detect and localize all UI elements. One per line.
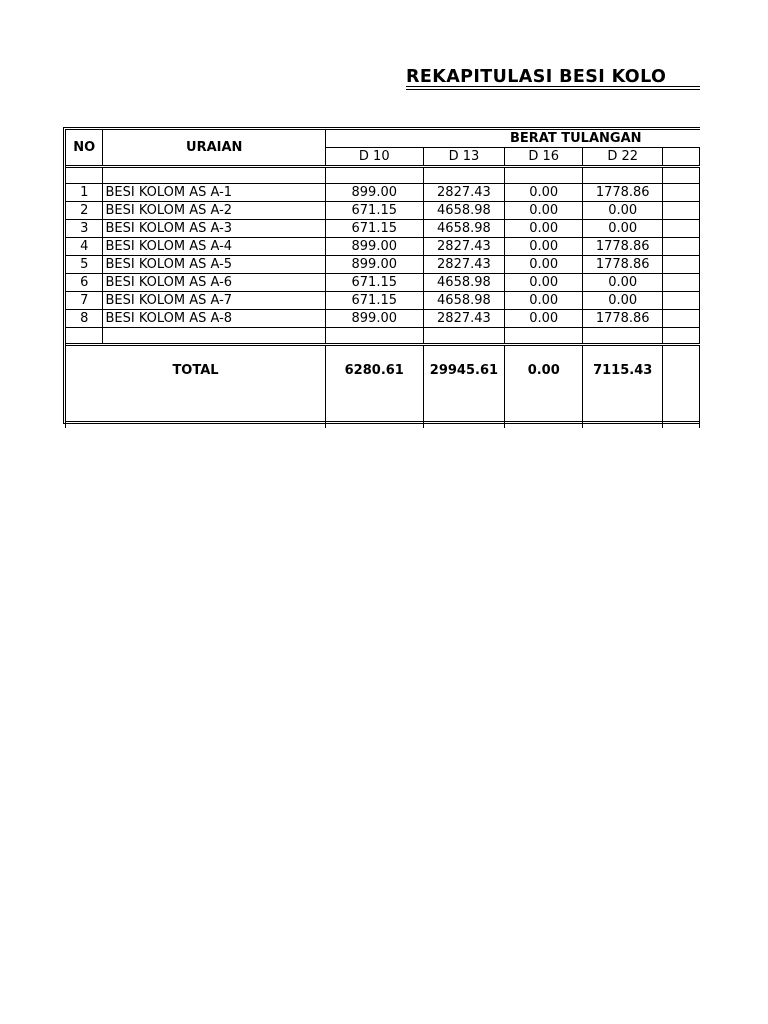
- title-underline: [406, 86, 700, 87]
- header-empty: [663, 148, 700, 167]
- row-empty: [663, 292, 700, 310]
- row-no: 5: [66, 256, 103, 274]
- row-d16: 0.00: [505, 238, 583, 256]
- header-uraian: URAIAN: [103, 130, 326, 167]
- row-uraian: BESI KOLOM AS A-2: [103, 202, 326, 220]
- row-d13: 4658.98: [423, 274, 505, 292]
- row-d13: 2827.43: [423, 310, 505, 328]
- row-empty: [663, 256, 700, 274]
- total-d13: 29945.61: [423, 345, 505, 429]
- row-d10: 899.00: [326, 238, 424, 256]
- row-d22: 1778.86: [583, 310, 663, 328]
- row-d22: 1778.86: [583, 184, 663, 202]
- total-d16: 0.00: [505, 345, 583, 429]
- table-row: [66, 202, 700, 220]
- row-d13: 2827.43: [423, 184, 505, 202]
- row-d10: 671.15: [326, 202, 424, 220]
- row-empty: [663, 184, 700, 202]
- row-d16: 0.00: [505, 256, 583, 274]
- row-no: 8: [66, 310, 103, 328]
- row-no: 4: [66, 238, 103, 256]
- row-d10: 899.00: [326, 184, 424, 202]
- row-empty: [663, 274, 700, 292]
- total-row: [66, 345, 700, 429]
- row-empty: [663, 238, 700, 256]
- row-d10: 899.00: [326, 310, 424, 328]
- title-underline-second: [406, 89, 700, 90]
- row-d10: 671.15: [326, 292, 424, 310]
- row-no: 6: [66, 274, 103, 292]
- row-uraian: BESI KOLOM AS A-7: [103, 292, 326, 310]
- data-rows: [66, 184, 700, 328]
- table-row: [66, 256, 700, 274]
- row-d16: 0.00: [505, 184, 583, 202]
- total-label: TOTAL: [66, 345, 326, 429]
- row-d13: 4658.98: [423, 220, 505, 238]
- table-row: [66, 220, 700, 238]
- row-d22: 0.00: [583, 202, 663, 220]
- row-empty: [663, 310, 700, 328]
- row-d16: 0.00: [505, 202, 583, 220]
- recap-sheet: [63, 127, 700, 428]
- row-empty: [663, 202, 700, 220]
- row-uraian: BESI KOLOM AS A-8: [103, 310, 326, 328]
- row-uraian: BESI KOLOM AS A-3: [103, 220, 326, 238]
- header-row-group: [66, 130, 700, 148]
- spacer-row-bottom: [66, 328, 700, 345]
- header-berat-tulangan: BERAT TULANGAN: [326, 130, 700, 148]
- row-uraian: BESI KOLOM AS A-4: [103, 238, 326, 256]
- row-d22: 0.00: [583, 274, 663, 292]
- header-d13: D 13: [423, 148, 505, 167]
- row-d13: 4658.98: [423, 292, 505, 310]
- total-d10: 6280.61: [326, 345, 424, 429]
- row-empty: [663, 220, 700, 238]
- table-row: [66, 274, 700, 292]
- row-d10: 899.00: [326, 256, 424, 274]
- row-uraian: BESI KOLOM AS A-5: [103, 256, 326, 274]
- row-d22: 1778.86: [583, 256, 663, 274]
- row-d16: 0.00: [505, 292, 583, 310]
- spacer-row: [66, 167, 700, 184]
- row-d13: 2827.43: [423, 238, 505, 256]
- document-title: REKAPITULASI BESI KOLO: [406, 67, 667, 87]
- table-row: [66, 292, 700, 310]
- row-d13: 4658.98: [423, 202, 505, 220]
- row-d16: 0.00: [505, 310, 583, 328]
- total-d22: 7115.43: [583, 345, 663, 429]
- row-d16: 0.00: [505, 220, 583, 238]
- row-d22: 1778.86: [583, 238, 663, 256]
- row-uraian: BESI KOLOM AS A-6: [103, 274, 326, 292]
- row-no: 3: [66, 220, 103, 238]
- row-uraian: BESI KOLOM AS A-1: [103, 184, 326, 202]
- row-d22: 0.00: [583, 292, 663, 310]
- header-no: NO: [66, 130, 103, 167]
- row-no: 2: [66, 202, 103, 220]
- table-row: [66, 310, 700, 328]
- row-d10: 671.15: [326, 220, 424, 238]
- header-d10: D 10: [326, 148, 424, 167]
- table-row: [66, 238, 700, 256]
- header-d16: D 16: [505, 148, 583, 167]
- header-d22: D 22: [583, 148, 663, 167]
- total-empty: [663, 345, 700, 429]
- row-d13: 2827.43: [423, 256, 505, 274]
- row-d22: 0.00: [583, 220, 663, 238]
- row-d16: 0.00: [505, 274, 583, 292]
- row-d10: 671.15: [326, 274, 424, 292]
- row-no: 1: [66, 184, 103, 202]
- table-row: [66, 184, 700, 202]
- row-no: 7: [66, 292, 103, 310]
- recap-table: [65, 129, 700, 428]
